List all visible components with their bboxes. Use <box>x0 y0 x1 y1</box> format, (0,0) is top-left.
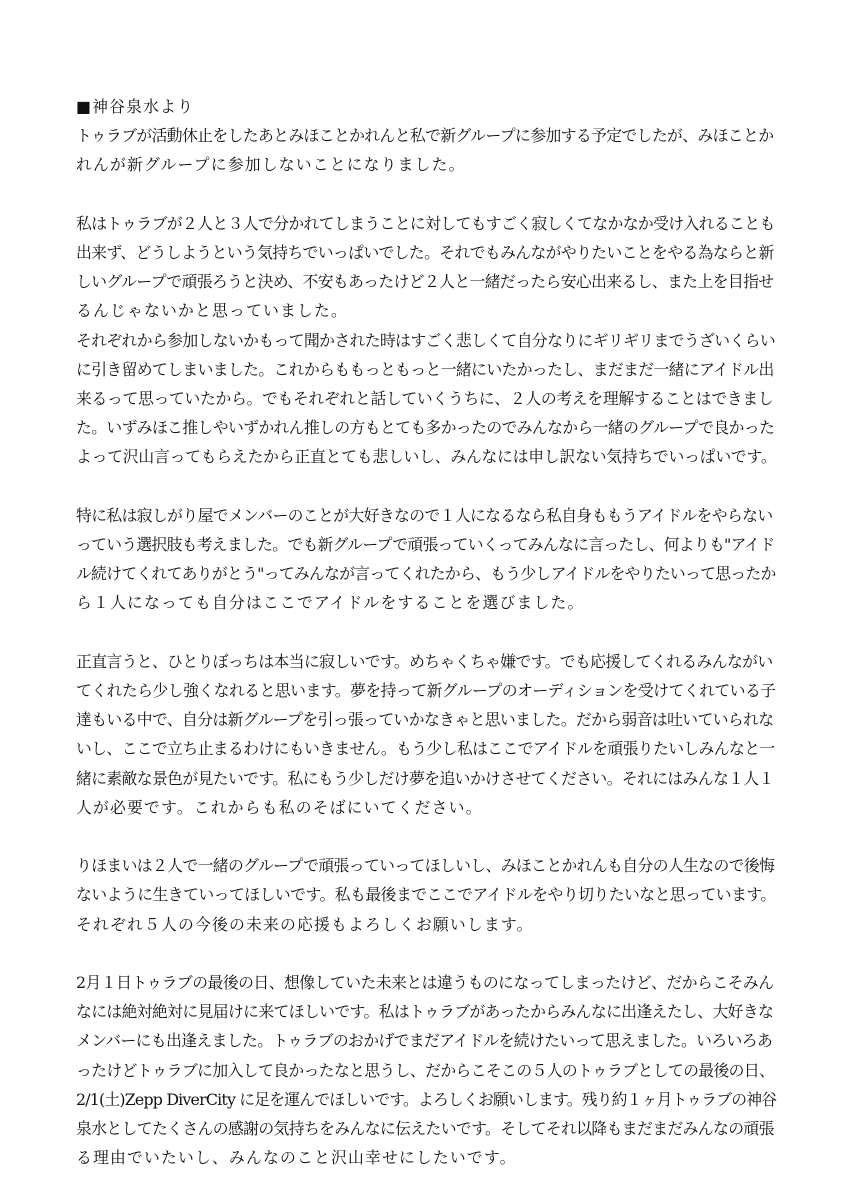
text-line: ったけどトゥラブに加入して良かったなと思うし、だからこそこの５人のトゥラブとしての最後の日、 <box>76 1060 775 1080</box>
text-line: 正直言うと、ひとりぼっちは本当に寂しいです。めちゃくちゃ嫌です。でも応援してくれるみんながい <box>76 651 773 671</box>
text-line: るんじゃないかと思っていました。 <box>76 301 348 321</box>
paragraph-gap <box>76 618 776 647</box>
text-line: それぞれから参加しないかもって聞かされた時はすごく悲しくて自分なりにギリギリまでうざいくらい <box>76 330 776 350</box>
paragraph-gap <box>76 180 776 209</box>
text-line: 特に私は寂しがり屋でメンバーのことが大好きなので１人になるなら私自身ももうアイドルをやらない <box>76 505 773 525</box>
paragraph-3 <box>76 501 776 618</box>
text-line: りほまいは２人で一緒のグループで頑張っていってほしいし、みほことかれんも自分の人生なので後悔 <box>76 856 775 876</box>
text-line: 泉水としてたくさんの感謝の気持ちをみんなに伝えたいです。そしてそれ以降もまだまだみんなの頑張 <box>76 1119 774 1139</box>
text-line: それぞれ５人の今後の未来の応援もよろしくお願いします。 <box>76 914 534 934</box>
paragraph-2 <box>76 209 776 472</box>
text-line: なには絶対絶対に見届けに来てほしいです。私はトゥラブがあったからみんなに出逢えたし、大好きな <box>76 1002 774 1022</box>
text-line: 私はトゥラブが２人と３人で分かれてしまうことに対してもすごく寂しくてなかなか受け入れることも <box>76 213 775 233</box>
text-line: 来るって思っていたから。でもそれぞれと話していくうちに、２人の考えを理解することはできまし <box>76 389 774 409</box>
text-line: しいグループで頑張ろうと決め、不安もあったけど２人と一緒だったら安心出来るし、また上を目指せ <box>76 272 774 292</box>
paragraph-1 <box>76 121 776 179</box>
text-line: る理由でいたいし、みんなのこと沢山幸せにしたいです。 <box>76 1148 517 1168</box>
paragraph-gap <box>76 822 776 851</box>
text-line: 2/1(土)Zepp DiverCity に足を運んでほしいです。よろしくお願いします。残り約１ヶ月トゥラブの神谷 <box>76 1089 777 1109</box>
paragraph-gap <box>76 472 776 501</box>
text-line: 人が必要です。これからも私のそばにいてください。 <box>76 797 483 817</box>
paragraph-5 <box>76 851 776 939</box>
text-line: ら１人になっても自分はここでアイドルをすることを選びました。 <box>76 593 585 613</box>
text-line: に引き留めてしまいました。これからももっともっと一緒にいたかったし、まだまだ一緒にアイドル出 <box>76 359 774 379</box>
paragraph-gap <box>76 939 776 968</box>
text-line: トゥラブが活動休止をしたあとみほことかれんと私で新グループに参加する予定でしたが、みほことか <box>76 126 774 146</box>
text-line: っていう選択肢も考えました。でも新グループで頑張っていくってみんなに言ったし、何よりも"アイド <box>76 535 775 555</box>
text-line: よって沢山言ってもらえたから正直とても悲しいし、みんなには申し訳ない気持ちでいっぱいです。 <box>76 447 777 467</box>
text-line: ないように生きていってほしいです。私も最後までここでアイドルをやり切りたいなと思っています。 <box>76 885 776 905</box>
letter-document <box>76 92 776 1172</box>
text-line: 緒に素敵な景色が見たいです。私にもう少しだけ夢を追いかけさせてください。それにはみんな１人１ <box>76 768 774 788</box>
text-line: ル続けてくれてありがとう"ってみんなが言ってくれたから、もう少しアイドルをやりたいって思ったか <box>76 564 776 584</box>
text-line: 2月１日トゥラブの最後の日、想像していた未来とは違うものになってしまったけど、だからこそみん <box>76 973 774 993</box>
paragraph-4 <box>76 647 776 822</box>
text-line: 達もいる中で、自分は新グループを引っ張っていかなきゃと思いました。だから弱音は吐いていられな <box>76 710 774 730</box>
text-line: メンバーにも出逢えました。トゥラブのおかげでまだアイドルを続けたいって思えました。いろいろあ <box>76 1031 773 1051</box>
paragraph-6 <box>76 968 776 1172</box>
letter-heading: ■神谷泉水より <box>76 97 195 116</box>
text-line: いし、ここで立ち止まるわけにもいきません。もう少し私はここでアイドルを頑張りたいしみんなと一 <box>76 739 775 759</box>
text-line: た。いずみほこ推しやいずかれん推しの方もとても多かったのでみんなから一緒のグループで良かった <box>76 418 775 438</box>
text-line: 出来ず、どうしようという気持ちでいっぱいでした。それでもみんながやりたいことをやる為ならと新 <box>76 243 774 262</box>
text-line: れんが新グループに参加しないことになりました。 <box>76 155 466 175</box>
text-line: てくれたら少し強くなれると思います。夢を持って新グループのオーディションを受けてくれている子 <box>76 681 776 701</box>
